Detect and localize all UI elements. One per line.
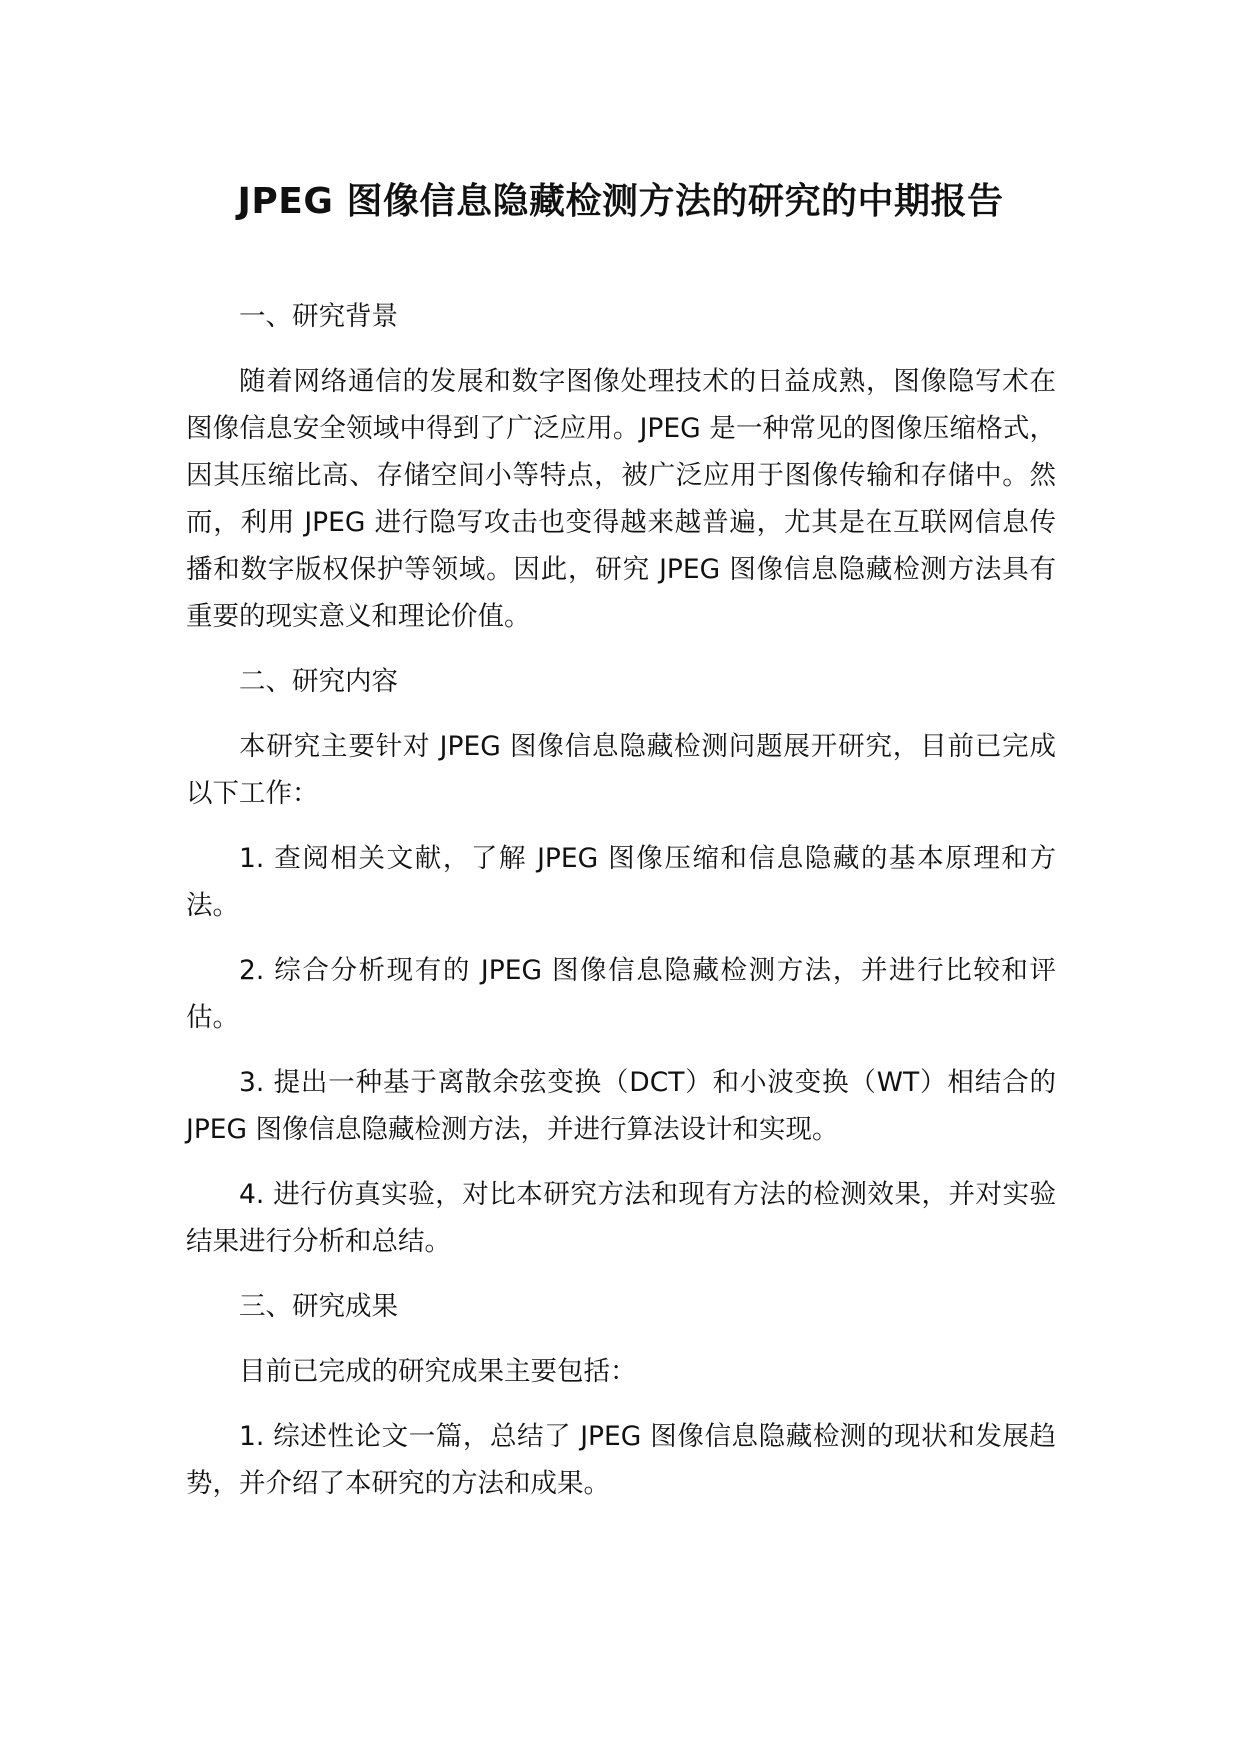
document-title: JPEG 图像信息隐藏检测方法的研究的中期报告 (237, 181, 1004, 222)
list-item-results-1: 1. 综述性论文一篇，总结了 JPEG 图像信息隐藏检测的现状和发展趋势，并介绍了本研究的方法和成果。 (186, 1421, 1056, 1499)
section-heading-results: 三、研究成果 (239, 1291, 398, 1322)
list-item-content-1: 1. 查阅相关文献，了解 JPEG 图像压缩和信息隐藏的基本原理和方法。 (186, 843, 1056, 921)
paragraph-background: 随着网络通信的发展和数字图像处理技术的日益成熟，图像隐写术在图像信息安全领域中得到了广泛应用。JPEG 是一种常见的图像压缩格式，因其压缩比高、存储空间小等特点，被广泛应用于图像传输和存储中。然而，利用 JPEG 进行隐写攻击也变得越来越普遍，尤其是在互联网信息传播和数字版权保护等领域。因此，研究 JPEG 图像信息隐藏检测方法具有重要的现实意义和理论价值。 (186, 366, 1056, 632)
paragraph-results-intro: 目前已完成的研究成果主要包括： (239, 1356, 637, 1387)
list-item-content-4: 4. 进行仿真实验，对比本研究方法和现有方法的检测效果，并对实验结果进行分析和总结。 (186, 1179, 1056, 1257)
list-item-content-3: 3. 提出一种基于离散余弦变换（DCT）和小波变换（WT）相结合的 JPEG 图像信息隐藏检测方法，并进行算法设计和实现。 (186, 1067, 1056, 1145)
list-item-content-2: 2. 综合分析现有的 JPEG 图像信息隐藏检测方法，并进行比较和评估。 (186, 955, 1056, 1033)
section-heading-content: 二、研究内容 (239, 666, 398, 697)
document-body (186, 293, 1056, 1525)
paragraph-content-intro: 本研究主要针对 JPEG 图像信息隐藏检测问题展开研究，目前已完成以下工作： (186, 731, 1056, 809)
section-heading-background: 一、研究背景 (239, 301, 398, 332)
